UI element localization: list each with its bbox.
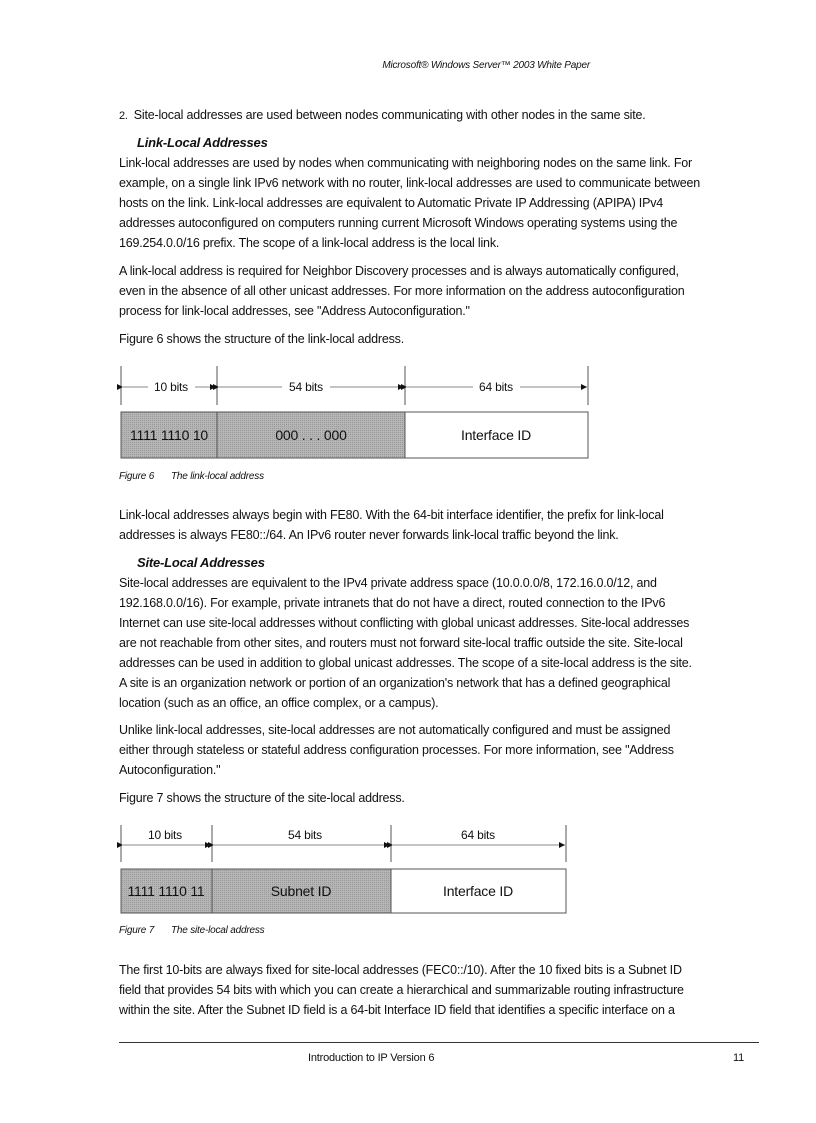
figure-6-link-local-address	[121, 366, 588, 458]
text-line: addresses is always FE80::/64. An IPv6 router never forwards link-local traffic beyond the link.	[119, 528, 619, 542]
text-line: Figure 6 shows the structure of the link-local address.	[119, 332, 404, 346]
bits-label: 54 bits	[288, 828, 322, 842]
figure-7-caption	[119, 925, 264, 936]
text-line: within the site. After the Subnet ID field is a 64-bit Interface ID field that identifies a specific interface on a	[119, 1003, 675, 1017]
text-line: 192.168.0.0/16). For example, private intranets that do not have a direct, routed connection to the IPv6	[119, 596, 666, 610]
field-label: Subnet ID	[270, 883, 332, 899]
paragraph	[119, 788, 749, 808]
caption-text: The site-local address	[171, 925, 265, 936]
field-label: 1111 1110 10	[129, 427, 209, 443]
caption-text: The link-local address	[171, 471, 264, 482]
caption-number: Figure 7	[119, 925, 155, 936]
text-line: hosts on the link. Link-local addresses are equivalent to Automatic Private IP Addressing (APIPA) IPv4	[119, 196, 664, 210]
text-line: Link-local addresses are used by nodes when communicating with neighboring nodes on the same link. For	[119, 156, 692, 170]
text-line: A site is an organization network or portion of an organization's network that has a defined geographical	[119, 676, 671, 690]
text-line: are not reachable from other sites, and routers must not forward site-local traffic outside the site. Site-local	[119, 636, 683, 650]
figure-7-site-local-address	[121, 825, 566, 913]
text-line: Unlike link-local addresses, site-local addresses are not automatically configured and must be assigned	[119, 723, 671, 737]
bits-label: 10 bits	[154, 380, 188, 394]
bits-label: 64 bits	[461, 828, 495, 842]
text-line: The first 10-bits are always fixed for site-local addresses (FEC0::/10). After the 10 fixed bits is a Subnet ID	[119, 963, 682, 977]
section-heading-site-local: Site-Local Addresses	[137, 555, 265, 570]
field-label: Interface ID	[461, 427, 531, 443]
text-line: Link-local addresses always begin with FE80. With the 64-bit interface identifier, the prefix for link-local	[119, 508, 664, 522]
caption-number: Figure 6	[119, 471, 155, 482]
bits-label: 54 bits	[289, 380, 323, 394]
paragraph	[119, 573, 749, 713]
paragraph	[119, 505, 749, 545]
field-label: Interface ID	[443, 883, 513, 899]
text-line: field that provides 54 bits with which you can create a hierarchical and summarizable routing infrastructure	[119, 983, 684, 997]
text-line: example, on a single link IPv6 network with no router, link-local addresses are used to communicate between	[119, 176, 700, 190]
paragraph	[119, 720, 749, 780]
text-line: A link-local address is required for Neighbor Discovery processes and is always automatically configured,	[119, 264, 679, 278]
running-header: Microsoft® Windows Server™ 2003 White Paper	[382, 60, 590, 71]
list-text: Site-local addresses are used between nodes communicating with other nodes in the same site.	[133, 108, 646, 122]
text-line: Figure 7 shows the structure of the site-local address.	[119, 791, 405, 805]
text-line: process for link-local addresses, see "Address Autoconfiguration."	[119, 304, 470, 318]
figure-6-caption	[119, 471, 264, 482]
text-line: Internet can use site-local addresses without conflicting with global unicast addresses. Site-local addresses	[119, 616, 690, 630]
text-line: even in the absence of all other unicast addresses. For more information on the address autoconfiguration	[119, 284, 685, 298]
text-line: Site-local addresses are equivalent to the IPv4 private address space (10.0.0.0/8, 172.16.0.0/12, and	[119, 576, 657, 590]
text-line: 169.254.0.0/16 prefix. The scope of a link-local address is the local link.	[119, 236, 500, 250]
text-line: addresses can be used in addition to global unicast addresses. The scope of a site-local address is the site.	[119, 656, 692, 670]
section-heading-link-local: Link-Local Addresses	[137, 135, 268, 150]
text-line: location (such as an office, an office complex, or a campus).	[119, 696, 439, 710]
text-line: addresses autoconfigured on computers running current Microsoft Windows operating systems using the	[119, 216, 678, 230]
bits-label: 10 bits	[148, 828, 182, 842]
list-number: 2.	[119, 110, 128, 122]
text-line: either through stateless or stateful address configuration processes. For more information, see "Address	[119, 743, 674, 757]
paragraph	[119, 960, 749, 1020]
field-label: 000 . . . 000	[275, 427, 347, 443]
footer-title: Introduction to IP Version 6	[308, 1052, 435, 1064]
page-number: 11	[733, 1052, 745, 1064]
text-line: Autoconfiguration."	[119, 763, 221, 777]
field-label: 1111 1110 11	[127, 883, 205, 899]
bits-label: 64 bits	[479, 380, 513, 394]
footer-divider	[119, 1042, 759, 1043]
